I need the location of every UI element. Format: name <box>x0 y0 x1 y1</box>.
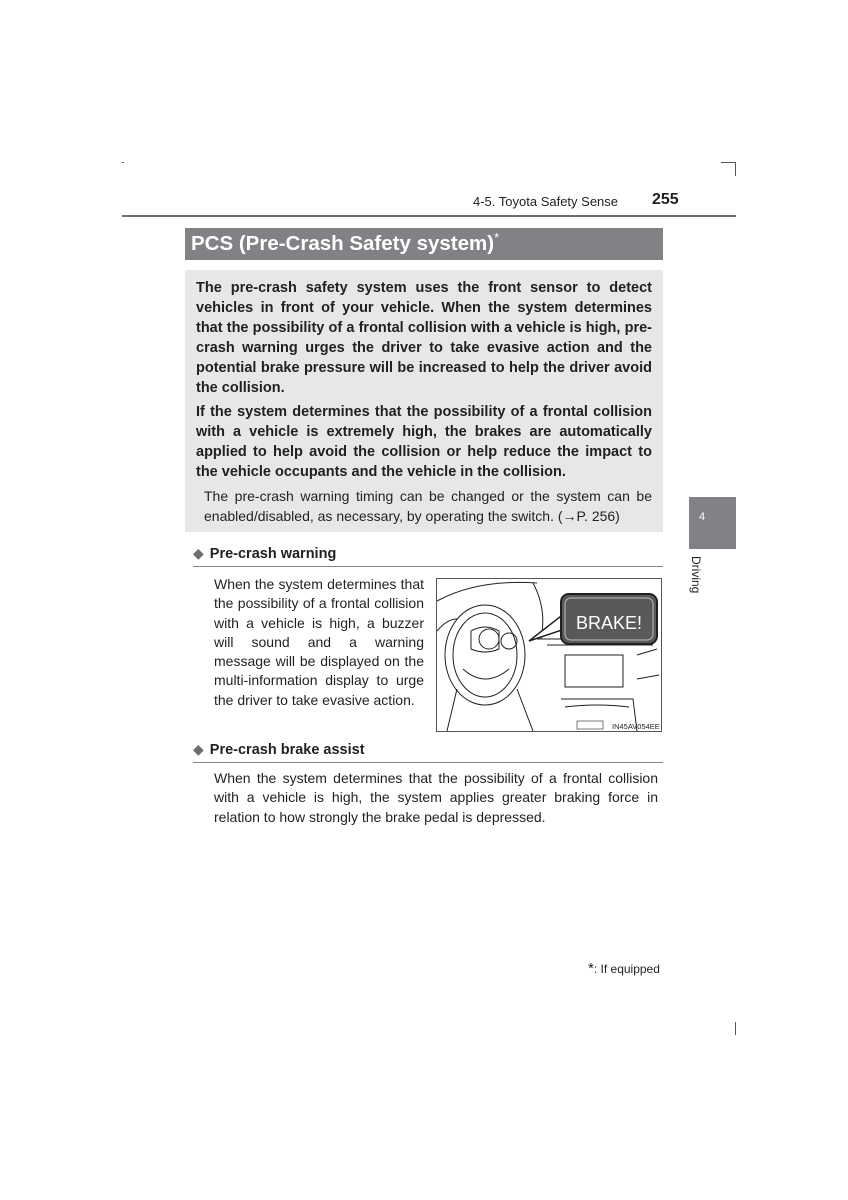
header-rule <box>122 215 736 217</box>
section-heading-text: Pre-crash brake assist <box>209 742 365 758</box>
pre-crash-brake-assist-body: When the system determines that the possibility of a frontal collision with a vehicle is high, the system applies greater braking force in relation to how strongly the brake pedal is depressed. <box>214 770 658 825</box>
crop-mark-top-right-h <box>721 162 736 163</box>
running-header-section: 4-5. Toyota Safety Sense <box>473 194 619 209</box>
chapter-label: Driving <box>689 556 703 594</box>
section-heading-pre-crash-brake-assist <box>193 741 663 763</box>
section-heading-text: Pre-crash warning <box>209 546 337 562</box>
dashboard-illustration <box>436 578 662 732</box>
chapter-number: 4 <box>699 511 706 523</box>
figure-code: IN45AV054EE <box>612 722 660 731</box>
brake-warning-text: BRAKE! <box>575 613 643 633</box>
page-title <box>185 228 663 260</box>
dashboard-drawing <box>437 579 661 731</box>
intro-note: The pre-crash warning timing can be changed or the system can be enabled/disabled, as necessary, by operating the switch. (→P. 256) <box>204 488 652 524</box>
pre-crash-warning-body: When the system determines that the possibility of a frontal collision with a vehicle is high, a buzzer will sound and a warning message will be displayed on the multi-information display to urge the driver to take evasive action. <box>214 576 424 708</box>
chapter-tab <box>689 497 736 549</box>
page-number: 255 <box>652 191 679 208</box>
diamond-bullet-icon: ◆ <box>193 741 204 757</box>
crop-mark-bottom-right <box>735 1022 736 1035</box>
intro-paragraph-2: If the system determines that the possibility of a frontal collision with a vehicle is extremely high, the brakes are automatically applied to help avoid the collision or help reduce the impact to the vehicle occupants and the vehicle in the collision. <box>196 404 652 480</box>
section-heading-pre-crash-warning <box>193 545 663 567</box>
footnote <box>588 960 660 977</box>
intro-paragraph-1: The pre-crash safety system uses the front sensor to detect vehicles in front of your vehicle. When the system determines that the possibility of a frontal collision with a vehicle is high, pre-crash warning urges the driver to take evasive action and the potential brake pressure will be increased to help the driver avoid the collision. <box>196 280 652 396</box>
page-title-text: PCS (Pre-Crash Safety system) <box>191 232 495 255</box>
diamond-bullet-icon: ◆ <box>193 545 204 561</box>
crop-mark-top-left <box>122 162 124 163</box>
footnote-mark: * <box>588 960 594 977</box>
if-equipped-mark: * <box>494 230 500 245</box>
intro-box <box>185 270 663 532</box>
crop-mark-top-right-v <box>735 162 736 176</box>
footnote-text: : If equipped <box>593 962 660 976</box>
